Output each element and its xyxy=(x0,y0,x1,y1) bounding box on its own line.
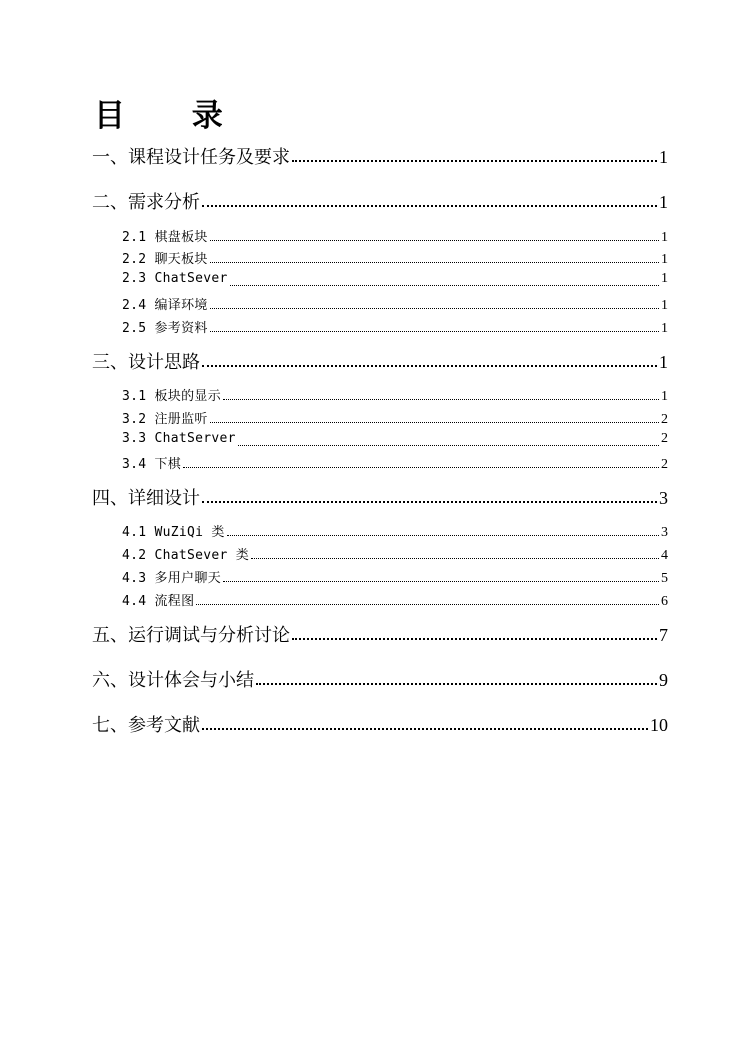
toc-leader xyxy=(238,445,659,446)
toc-entry-label: 四、详细设计 xyxy=(92,488,200,509)
toc-entry-page: 1 xyxy=(659,192,668,212)
toc-leader xyxy=(210,240,659,241)
toc-entry-page: 1 xyxy=(661,298,668,313)
toc-entry-3-3[interactable] xyxy=(122,431,668,449)
toc-entry-page: 5 xyxy=(661,571,668,586)
toc-entry-label: 三、设计思路 xyxy=(92,352,200,373)
toc-entry-label: 2.5 参考资料 xyxy=(122,321,208,336)
toc-entry-page: 1 xyxy=(661,389,668,404)
toc-entry-label: 2.2 聊天板块 xyxy=(122,252,208,267)
toc-entry-2-3[interactable] xyxy=(122,271,668,289)
toc-entry-4-2[interactable] xyxy=(122,544,668,562)
toc-entry-4-1[interactable] xyxy=(122,521,668,539)
toc-entry-page: 3 xyxy=(659,488,668,508)
toc-entry-page: 10 xyxy=(650,715,668,735)
toc-leader xyxy=(210,262,659,263)
toc-entry-page: 2 xyxy=(661,412,668,427)
toc-entry-3-2[interactable] xyxy=(122,408,668,426)
toc-entry-page: 3 xyxy=(661,525,668,540)
toc-entry-4-4[interactable] xyxy=(122,590,668,608)
toc-leader xyxy=(196,604,659,605)
toc-entry-label: 一、课程设计任务及要求 xyxy=(92,147,290,168)
toc-entry-5[interactable] xyxy=(92,621,668,645)
toc-entry-label: 3.2 注册监听 xyxy=(122,412,208,427)
toc-entry-page: 1 xyxy=(661,271,668,286)
toc-entry-label: 4.1 WuZiQi 类 xyxy=(122,525,225,540)
toc-leader xyxy=(202,205,657,207)
toc-entry-label: 二、需求分析 xyxy=(92,192,200,213)
toc-entry-label: 3.3 ChatServer xyxy=(122,431,236,446)
toc-leader xyxy=(230,285,659,286)
toc-leader xyxy=(210,422,659,423)
toc-entry-label: 3.4 下棋 xyxy=(122,457,182,472)
toc-leader xyxy=(210,308,659,309)
toc-entry-label: 4.3 多用户聊天 xyxy=(122,571,222,586)
toc-entry-page: 1 xyxy=(661,230,668,245)
toc-leader xyxy=(183,467,659,468)
toc-entry-2-5[interactable] xyxy=(122,317,668,335)
toc-entry-page: 6 xyxy=(661,594,668,609)
toc-entry-3-1[interactable] xyxy=(122,385,668,403)
toc-entry-page: 2 xyxy=(661,457,668,472)
toc-title: 目 录 xyxy=(94,98,251,134)
toc-entry-page: 9 xyxy=(659,670,668,690)
toc-entry-label: 六、设计体会与小结 xyxy=(92,670,254,691)
toc-entry-page: 4 xyxy=(661,548,668,563)
toc-leader xyxy=(292,638,657,640)
toc-leader xyxy=(202,728,648,730)
toc-entry-page: 1 xyxy=(659,147,668,167)
toc-entry-2-2[interactable] xyxy=(122,248,668,266)
toc-leader xyxy=(202,365,657,367)
toc-entry-page: 1 xyxy=(659,352,668,372)
toc-leader xyxy=(292,160,657,162)
toc-entry-label: 3.1 板块的显示 xyxy=(122,389,222,404)
toc-leader xyxy=(223,581,659,582)
toc-entry-label: 五、运行调试与分析讨论 xyxy=(92,625,290,646)
toc-entry-page: 2 xyxy=(661,431,668,446)
toc-leader xyxy=(223,399,659,400)
toc-entry-4[interactable] xyxy=(92,484,668,508)
toc-entry-6[interactable] xyxy=(92,666,668,690)
toc-entry-page: 1 xyxy=(661,252,668,267)
toc-entry-2-4[interactable] xyxy=(122,294,668,312)
toc-entry-label: 2.1 棋盘板块 xyxy=(122,230,208,245)
toc-entry-4-3[interactable] xyxy=(122,567,668,585)
toc-entry-2-1[interactable] xyxy=(122,226,668,244)
toc-leader xyxy=(227,535,659,536)
toc-entry-label: 2.4 编译环境 xyxy=(122,298,208,313)
toc-entry-label: 4.2 ChatSever 类 xyxy=(122,548,250,563)
toc-leader xyxy=(202,501,657,503)
toc-entry-page: 1 xyxy=(661,321,668,336)
toc-entry-3[interactable] xyxy=(92,348,668,372)
toc-entry-label: 4.4 流程图 xyxy=(122,594,195,609)
toc-leader xyxy=(210,331,659,332)
toc-leader xyxy=(251,558,659,559)
toc-entry-2[interactable] xyxy=(92,188,668,212)
toc-entry-label: 七、参考文献 xyxy=(92,715,200,736)
toc-entry-page: 7 xyxy=(659,625,668,645)
toc-entry-1[interactable] xyxy=(92,143,668,167)
toc-entry-3-4[interactable] xyxy=(122,453,668,471)
toc-entry-7[interactable] xyxy=(92,711,668,735)
toc-leader xyxy=(256,683,657,685)
toc-entry-label: 2.3 ChatSever xyxy=(122,271,228,286)
